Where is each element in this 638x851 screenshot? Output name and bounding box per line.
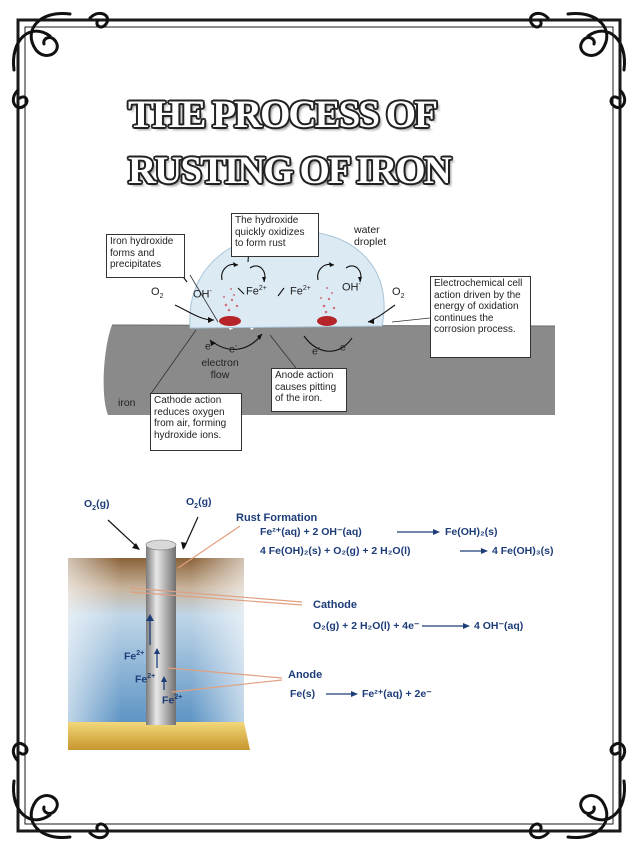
label-electron-2: e- <box>229 343 238 356</box>
anode-eq-products: Fe²⁺(aq) + 2e⁻ <box>362 688 432 700</box>
label-o2-left: $O_2$ <box>151 286 164 301</box>
heading-rust-formation: Rust Formation <box>236 512 318 524</box>
label-iron: iron <box>118 397 136 409</box>
rust-eq1-reactants: Fe²⁺(aq) + 2 OH⁻(aq) <box>260 526 362 538</box>
title-line-1: THE PROCESS OF <box>128 93 436 136</box>
rust-eq2-reactants: 4 Fe(OH)₂(s) + O₂(g) + 2 H₂O(l) <box>260 545 411 557</box>
rust-deposit-left <box>219 316 241 326</box>
rust-deposit-right <box>317 316 337 326</box>
sand-bed <box>68 722 250 750</box>
heading-anode: Anode <box>288 669 323 681</box>
label-water-droplet: water droplet <box>354 224 387 248</box>
rust-eq1-product: Fe(OH)₂(s) <box>445 526 498 538</box>
callout-cathode-action: Cathode action reduces oxygen from air, forming hydroxide ions. <box>150 393 242 451</box>
label-electron-3: e- <box>312 345 321 358</box>
heading-cathode: Cathode <box>313 599 357 611</box>
callout-anode-action: Anode action causes pitting of the iron. <box>271 368 347 412</box>
label-oh-left: OH- <box>193 288 212 301</box>
label-o2-right: $O_2$ <box>392 286 405 301</box>
rust-eq2-product: 4 Fe(OH)₃(s) <box>492 545 554 557</box>
cathode-eq-product: 4 OH⁻(aq) <box>474 620 524 632</box>
label-fe-ion-2: $Fe^{2+}$ <box>135 673 156 686</box>
cathode-eq-reactants: O₂(g) + 2 H₂O(l) + 4e⁻ <box>313 620 420 632</box>
label-oh-right: OH- <box>342 281 361 294</box>
label-fe-ion-3: $Fe^{2+}$ <box>162 694 183 707</box>
label-electron-1: e- <box>205 340 214 353</box>
label-electron-flow: electron flow <box>201 357 239 381</box>
callout-hydroxide-oxidizes: The hydroxide quickly oxidizes to form rust <box>231 213 319 257</box>
anode-eq-reactant: Fe(s) <box>290 688 316 700</box>
label-fe-left: $Fe^{2+}$ <box>246 285 267 298</box>
callout-iron-hydroxide: Iron hydroxide forms and precipitates <box>106 234 185 278</box>
label-o2g-left: $O_2(g)$ <box>84 498 110 513</box>
label-fe-ion-1: $Fe^{2+}$ <box>124 650 145 663</box>
label-o2g-right: $O_2(g)$ <box>186 496 212 511</box>
label-fe-right: $Fe^{2+}$ <box>290 285 311 298</box>
label-electron-4: e- <box>340 341 349 354</box>
callout-electrochemical: Electrochemical cell action driven by the energy of oxidation continues the corrosion process. <box>430 276 531 358</box>
title-line-2: RUSTING OF IRON <box>128 149 450 192</box>
